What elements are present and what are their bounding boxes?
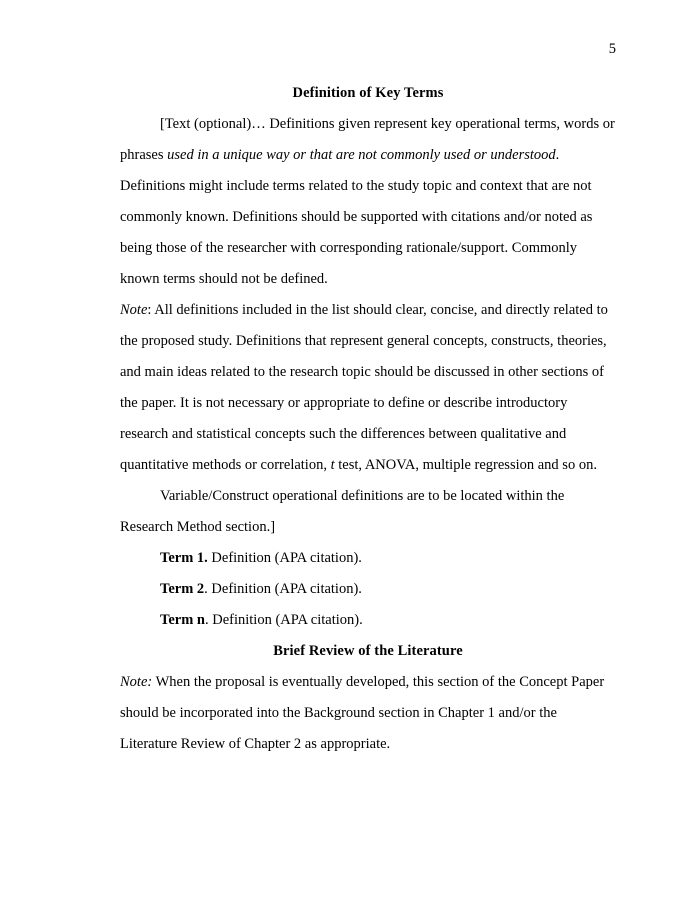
paragraph-intro-run-3: . Definitions might include terms related to the study topic and context that are not commonly known. Definitions should be supported with citations and/or noted as being those of the researcher with corresponding rationale/support. Commonly known terms should not be defined. <box>120 147 593 287</box>
section-heading-brief-review-of-the-literature: Brief Review of the Literature <box>273 643 463 659</box>
term-1-definition: Definition (APA citation). <box>207 550 362 566</box>
term-2-definition: . Definition (APA citation). <box>204 581 362 597</box>
paragraph-intro-emphasis: used in a unique way or that are not commonly used or understood <box>167 147 556 163</box>
page-number: 5 <box>608 41 616 57</box>
section-heading-definition-of-key-terms: Definition of Key Terms <box>292 85 444 101</box>
paragraph-literature-note-run-2: When the proposal is eventually developed, this section of the Concept Paper should be incorporated into the Background section in Chapter 1 and/or the Literature Review of Chapter 2 as appropriate. <box>120 674 605 752</box>
term-n-definition: . Definition (APA citation). <box>204 612 363 628</box>
paragraph-intro <box>120 109 616 295</box>
paragraph-intro-run-1: [Text (optional)… Definitions given represent key operational terms, words or phrases <box>120 116 615 163</box>
document-body <box>120 78 616 760</box>
term-1-label: Term 1. <box>160 550 208 566</box>
paragraph-note-t-statistic: t <box>330 457 335 473</box>
paragraph-literature-note-label: Note: <box>120 674 153 690</box>
paragraph-variable-construct <box>120 481 616 543</box>
term-list-item-n <box>120 605 616 636</box>
term-2-label: Term 2 <box>160 581 205 597</box>
paragraph-variable-construct-run-1: Variable/Construct operational definitions are to be located within the Research Method section.] <box>120 488 565 535</box>
paragraph-note <box>120 295 616 481</box>
term-n-label: Term n <box>160 612 205 628</box>
term-list-item-2 <box>120 574 616 605</box>
term-list-item-1 <box>120 543 616 574</box>
paragraph-note-run-2: : All definitions included in the list should clear, concise, and directly related to the proposed study. Definitions that represent general concepts, constructs, theories, and main ideas related to the research topic should be discussed in other sections of the paper. It is not necessary or appropriate to define or describe introductory research and statistical concepts such the differences between qualitative and quantitative methods or correlation, <box>120 302 608 473</box>
paragraph-note-label: Note <box>120 302 148 318</box>
paragraph-note-run-4: test, ANOVA, multiple regression and so on. <box>334 457 597 473</box>
paragraph-literature-note <box>120 667 616 760</box>
